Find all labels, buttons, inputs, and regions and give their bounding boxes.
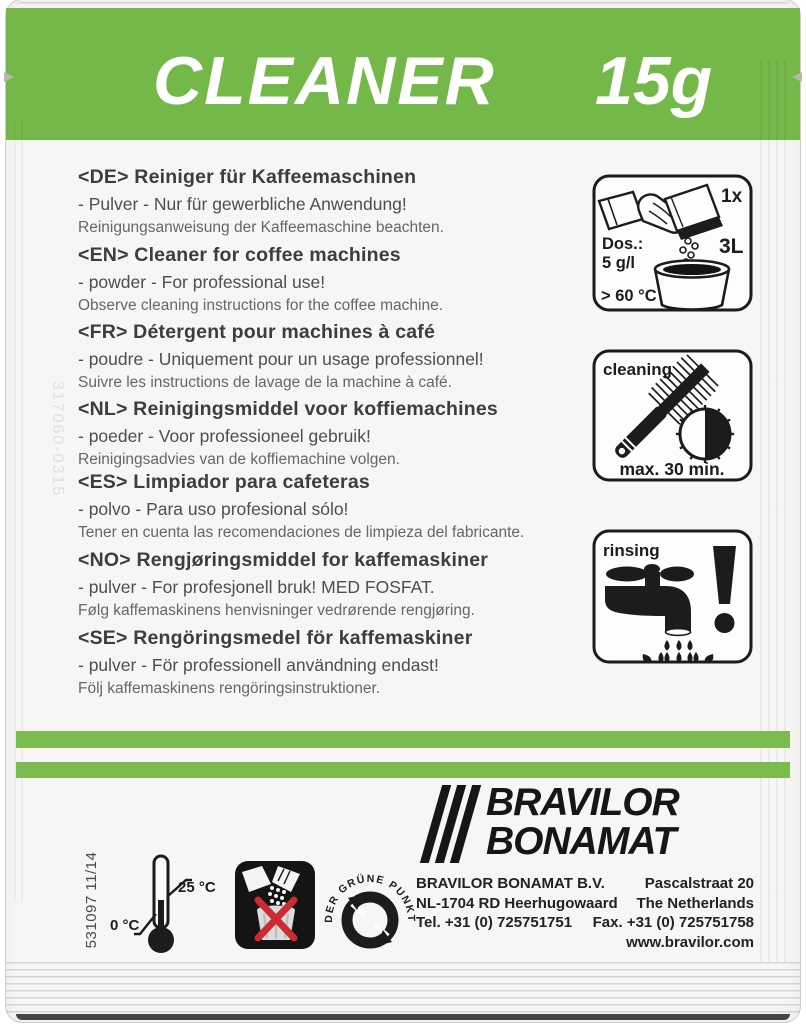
section-subtitle: - poeder - Voor professioneel gebruik! xyxy=(78,426,371,446)
section-subtitle: - pulver - För professionell användning endast! xyxy=(78,655,439,675)
address-block xyxy=(416,874,754,952)
foil-fold-left xyxy=(14,120,28,902)
section-subtitle: - poudre - Uniquement pour un usage professionnel! xyxy=(78,349,484,369)
section-heading: <NL> Reinigingsmiddel voor koffiemachines xyxy=(78,398,498,420)
brand-name-line1: BRAVILOR xyxy=(486,781,679,824)
section-subtitle: - pulver - For profesjonell bruk! MED FOSFAT. xyxy=(78,577,435,597)
batch-code: 531097 11/14 xyxy=(83,851,100,949)
street-address: Pascalstraat 20 xyxy=(644,875,754,892)
website: www.bravilor.com xyxy=(626,933,754,951)
product-weight: 15g xyxy=(595,43,713,119)
telephone: Tel. +31 (0) 725751751 xyxy=(416,914,573,931)
section-heading: <SE> Rengöringsmedel för kaffemaskiner xyxy=(78,627,473,649)
country: The Netherlands xyxy=(636,894,754,912)
header-band xyxy=(6,8,800,140)
section-heading: <FR> Détergent pour machines à café xyxy=(78,321,436,343)
section-subtitle: - polvo - Para uso profesional sólo! xyxy=(78,499,349,519)
divider-stripe-bottom xyxy=(16,762,790,778)
dosing-volume-label: 3L xyxy=(719,235,744,258)
prohibition-icon xyxy=(234,860,316,950)
cleaner-sachet xyxy=(6,0,800,1022)
section-note: Följ kaffemaskinens rengöringsinstruktioner. xyxy=(78,680,381,697)
cleaning-label: cleaning xyxy=(603,360,672,379)
brand-name xyxy=(486,783,679,861)
embossed-batch-code: 317060-0315 xyxy=(49,380,66,498)
logo-bars-icon xyxy=(431,785,476,863)
section-note: Reinigingsadvies van de koffiemachine volgen. xyxy=(78,451,400,468)
storage-temperature-icon xyxy=(110,852,220,961)
section-no xyxy=(78,549,578,620)
foil-fold-right xyxy=(760,60,786,962)
section-heading: <DE> Reiniger für Kaffeemaschinen xyxy=(78,166,417,188)
section-se xyxy=(78,627,578,698)
section-heading: <ES> Limpiador para cafeteras xyxy=(78,471,370,493)
fax: Fax. +31 (0) 725751758 xyxy=(592,914,754,931)
section-note: Reinigungsanweisung der Kaffeemaschine beachten. xyxy=(78,219,444,236)
product-title: CLEANER xyxy=(153,43,496,119)
sachet-crimp-bottom xyxy=(6,962,800,1014)
brand-name-line2: BONAMAT xyxy=(486,820,676,863)
dosing-icon xyxy=(591,173,754,313)
section-note: Suivre les instructions de lavage de la machine à café. xyxy=(78,374,452,391)
brand-logo xyxy=(431,783,679,863)
recycling-label: DER GRÜNE PUNKT xyxy=(322,872,418,923)
dosing-dose-value: 5 g/l xyxy=(602,254,636,272)
sachet-bottom-edge xyxy=(16,1014,790,1020)
section-en xyxy=(78,244,578,315)
section-heading: <NO> Rengjøringsmiddel for kaffemaskiner xyxy=(78,549,489,571)
rinsing-tap-icon xyxy=(591,528,754,665)
storage-min-label: 0 °C xyxy=(110,917,140,934)
section-de xyxy=(78,166,578,237)
thermometer-icon xyxy=(110,852,220,956)
divider-stripe-top xyxy=(16,731,790,748)
green-dot-recycling-icon xyxy=(322,856,418,965)
dosing-times-label: 1x xyxy=(721,186,743,207)
company-name: BRAVILOR BONAMAT B.V. xyxy=(416,875,605,892)
do-not-pour-icon xyxy=(234,860,316,955)
section-note: Tener en cuenta las recomendaciones de limpieza del fabricante. xyxy=(78,524,525,541)
dosing-pictogram xyxy=(591,173,754,313)
storage-max-label: 25 °C xyxy=(178,879,216,896)
dosing-temperature-label: > 60 °C xyxy=(601,287,657,305)
section-nl xyxy=(78,398,578,469)
section-subtitle: - powder - For professional use! xyxy=(78,272,326,292)
dosing-dose-label: Dos.: xyxy=(602,235,644,253)
cleaning-brush-icon xyxy=(591,348,754,483)
section-note: Observe cleaning instructions for the coffee machine. xyxy=(78,297,444,314)
cleaning-duration-label: max. 30 min. xyxy=(619,459,725,479)
section-note: Følg kaffemaskinens henvisninger vedrørende rengjøring. xyxy=(78,602,475,619)
section-heading: <EN> Cleaner for coffee machines xyxy=(78,244,401,266)
rinsing-pictogram xyxy=(591,528,754,665)
section-es xyxy=(78,471,578,542)
city-address: NL-1704 RD Heerhugowaard xyxy=(416,894,618,912)
section-fr xyxy=(78,321,578,392)
der-gruene-punkt-icon xyxy=(322,856,418,960)
rinsing-label: rinsing xyxy=(603,541,660,560)
section-subtitle: - Pulver - Nur für gewerbliche Anwendung! xyxy=(78,194,407,214)
cleaning-pictogram xyxy=(591,348,754,483)
